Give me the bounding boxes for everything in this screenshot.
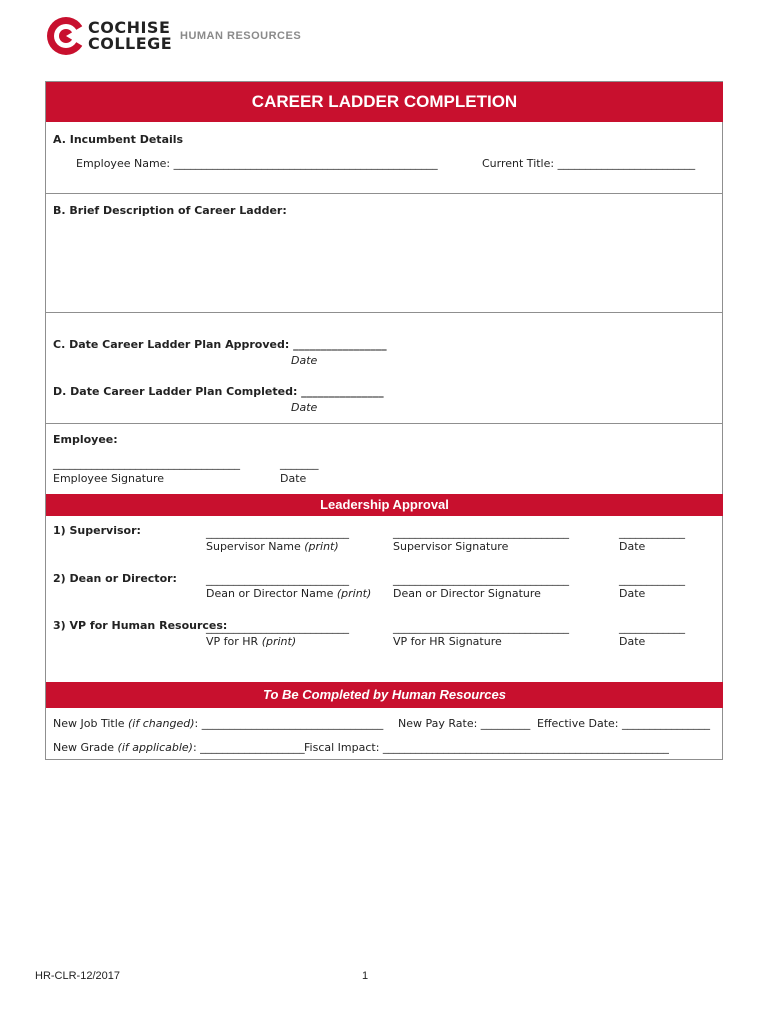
vp-hr-date-caption: Date: [619, 635, 646, 648]
hr-section-heading: To Be Completed by Human Resources: [46, 682, 723, 708]
employee-date-caption: Date: [280, 472, 307, 485]
field-label: New Job Title: [53, 717, 129, 730]
form-code: HR-CLR-12/2017: [35, 970, 120, 982]
divider: [46, 423, 723, 424]
supervisor-signature-line[interactable]: ________________________________: [393, 526, 569, 539]
date-approved-caption: Date: [291, 354, 318, 367]
employee-name-field[interactable]: Employee Name: ________________________________________________: [76, 157, 438, 170]
fiscal-impact-field[interactable]: Fiscal Impact: ____________________________________________________: [304, 741, 669, 754]
section-b-heading: B. Brief Description of Career Ladder:: [53, 204, 287, 217]
logo-line-2: COLLEGE: [88, 34, 173, 53]
supervisor-signature-caption: Supervisor Signature: [393, 540, 509, 553]
supervisor-name-line[interactable]: __________________________: [206, 526, 349, 539]
date-approved-field[interactable]: C. Date Career Ladder Plan Approved: _________________: [53, 338, 387, 351]
divider: [46, 312, 723, 313]
form-title: CAREER LADDER COMPLETION: [46, 82, 723, 122]
supervisor-label: 1) Supervisor:: [53, 524, 141, 537]
vp-hr-date-line[interactable]: ____________: [619, 621, 685, 634]
employee-signature-line[interactable]: __________________________________: [53, 457, 240, 470]
divider: [46, 193, 723, 194]
field-label-italic: (if changed): [128, 717, 195, 730]
dean-director-signature-caption: Dean or Director Signature: [393, 587, 541, 600]
effective-date-field[interactable]: Effective Date: ________________: [537, 717, 710, 730]
dean-director-name-line[interactable]: __________________________: [206, 573, 349, 586]
dean-director-name-caption: [206, 587, 371, 600]
field-label: New Grade: [53, 741, 118, 754]
vp-hr-name-line[interactable]: __________________________: [206, 621, 349, 634]
caption-text: Dean or Director Name: [206, 587, 337, 600]
logo-wordmark: [88, 20, 172, 52]
employee-signature-caption: Employee Signature: [53, 472, 165, 485]
field-label-italic: (if applicable): [117, 741, 193, 754]
employee-date-line[interactable]: _______: [280, 457, 319, 470]
caption-italic: (print): [336, 587, 372, 600]
date-completed-caption: Date: [291, 401, 318, 414]
section-a-heading: A. Incumbent Details: [53, 133, 184, 146]
leadership-approval-heading: Leadership Approval: [46, 494, 723, 516]
dean-director-date-caption: Date: [619, 587, 646, 600]
supervisor-name-caption: [206, 540, 339, 553]
supervisor-date-line[interactable]: ____________: [619, 526, 685, 539]
supervisor-date-caption: Date: [619, 540, 646, 553]
new-pay-rate-field[interactable]: New Pay Rate: _________: [398, 717, 531, 730]
caption-italic: (print): [261, 635, 297, 648]
vp-hr-name-caption: [206, 635, 296, 648]
dean-director-label: 2) Dean or Director:: [53, 572, 177, 585]
field-line: : _________________________________: [194, 717, 384, 730]
dean-director-signature-line[interactable]: ________________________________: [393, 573, 569, 586]
vp-hr-signature-line[interactable]: ________________________________: [393, 621, 569, 634]
cochise-college-logo-icon: [46, 16, 86, 56]
date-completed-field[interactable]: D. Date Career Ladder Plan Completed: _______________: [53, 385, 384, 398]
new-grade-field[interactable]: [53, 741, 305, 754]
vp-hr-signature-caption: VP for HR Signature: [393, 635, 502, 648]
dean-director-date-line[interactable]: ____________: [619, 573, 685, 586]
current-title-field[interactable]: Current Title: _________________________: [482, 157, 696, 170]
caption-italic: (print): [304, 540, 339, 553]
form-container: [45, 81, 723, 760]
caption-text: Supervisor Name: [206, 540, 305, 553]
career-ladder-description-area[interactable]: [53, 222, 713, 308]
page-number: 1: [362, 970, 369, 982]
department-label: HUMAN RESOURCES: [180, 30, 302, 42]
logo-line-1: COCHISE: [88, 18, 171, 37]
caption-text: VP for HR: [206, 635, 262, 648]
field-line: : ___________________: [192, 741, 305, 754]
new-job-title-field[interactable]: [53, 717, 383, 730]
vp-hr-label: 3) VP for Human Resources:: [53, 619, 228, 632]
employee-heading: Employee:: [53, 433, 118, 446]
